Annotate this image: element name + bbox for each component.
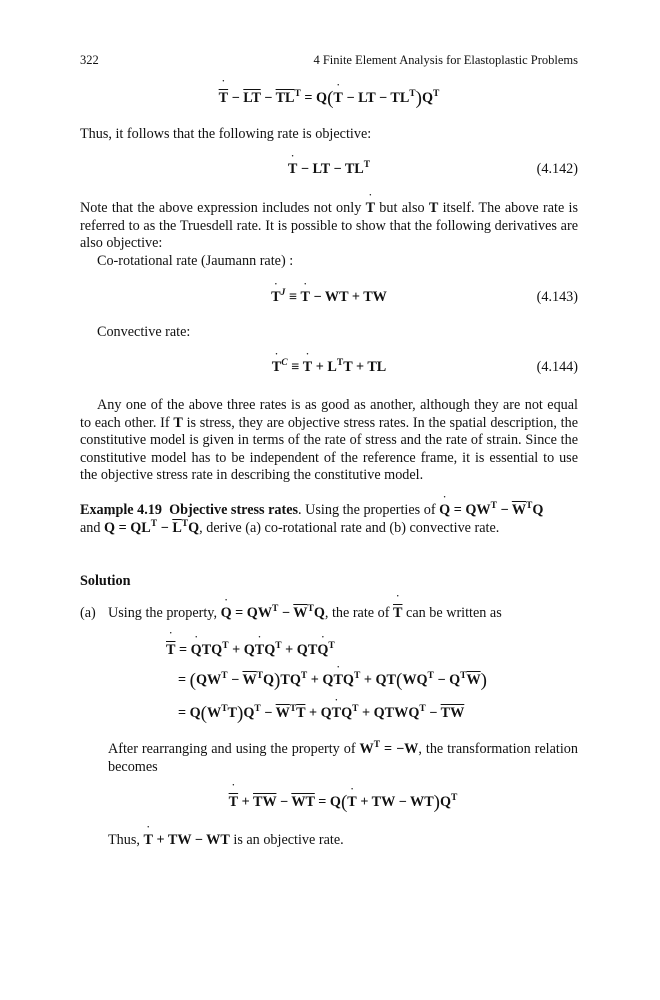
label-convective-rate: Convective rate: (97, 324, 191, 340)
running-title: 4 Finite Element Analysis for Elastoplastic Problems (313, 53, 578, 67)
equation-4-143: ˙ $T^J$ ≡ ˙ T − WT + TW (4.143) (80, 289, 578, 307)
equation-number: (4.143) (536, 289, 578, 305)
paragraph-objective-rate: Thus, it follows that the following rate is objective: (80, 126, 372, 142)
paragraph-stress-rates: Any one of the above three rates is as good as another, although they are not equal to each other. If T is stress, they are objective stress rates. In the spatial description, the constitutive model is given in terms of the rate of stress and the rate of strain. Since the constitutive model has to be independent of the reference frame, it is essential to use the objective stress rate in describing the constitutive model. (80, 397, 578, 484)
book-page (80, 0, 578, 1000)
label-jaumann-rate: Co-rotational rate (Jaumann rate) : (97, 253, 294, 269)
derivation-line-3: = $Q(W^TT)Q^T - \overline{W}^T\overline{T}$ + Q˙ $TQ^T$ + $QTWQ^T - \overline{TW}$ (178, 705, 464, 723)
equation-transformed-relation: ˙ $\overline{T} + \overline{TW} - \overline{WT}$ = Q(˙ T + TW − $WT)Q^T$ (94, 794, 592, 812)
paragraph-conclusion: Thus, ˙ T + TW − WT is an objective rate. (108, 832, 578, 850)
equation-objective-transform: ˙ $\overline{T} - \overline{LT} - \overline{TL}^T$ = Q(˙ T − LT − $TL^T)Q^T$ (80, 90, 578, 108)
derivation-line-1: ˙ $\overline{T}$ = ˙ $QTQ^T$ + Q˙ $TQ^T$ + QT˙ $Q^T$ (166, 642, 335, 660)
page-number: 322 (80, 53, 99, 67)
equation-number: (4.144) (536, 359, 578, 375)
item-a-text: Using the property, ˙ $Q = QW^T - \overline{W}^TQ$, the rate of ˙ $\overline{T}$ can be written as (108, 605, 578, 623)
equation-4-144: ˙ $T^C$ ≡ ˙ $T + L^TT$ + TL (4.144) (80, 359, 578, 377)
equation-number: (4.142) (536, 161, 578, 177)
solution-heading: Solution (80, 573, 131, 589)
example-4-19: Example 4.19 Objective stress rates. Using the properties of ˙ $Q = QW^T - \overline{W}^TQ$ and ˙ $Q = QL^T - \overline{L}^TQ$, derive (a) co-rotational rate and (b) convective rate. (80, 502, 578, 537)
paragraph-rearranging: After rearranging and using the property of $W^T = -W$, the transformation relation becomes (108, 740, 578, 775)
paragraph-truesdell-rate: Note that the above expression includes not only ˙ T but also T itself. The above rate is referred to as the Truesdell rate. It is possible to show that the following derivatives are also objective: (80, 200, 578, 253)
derivation-line-2: = $(QW^T - \overline{W}^TQ)TQ^T$ + Q˙ $TQ^T + QT(WQ^T - Q^T\overline{W})$ (178, 672, 487, 690)
equation-4-142: ˙ T − LT − $TL^T$ (4.142) (80, 161, 578, 179)
item-a-label: (a) (80, 605, 96, 621)
